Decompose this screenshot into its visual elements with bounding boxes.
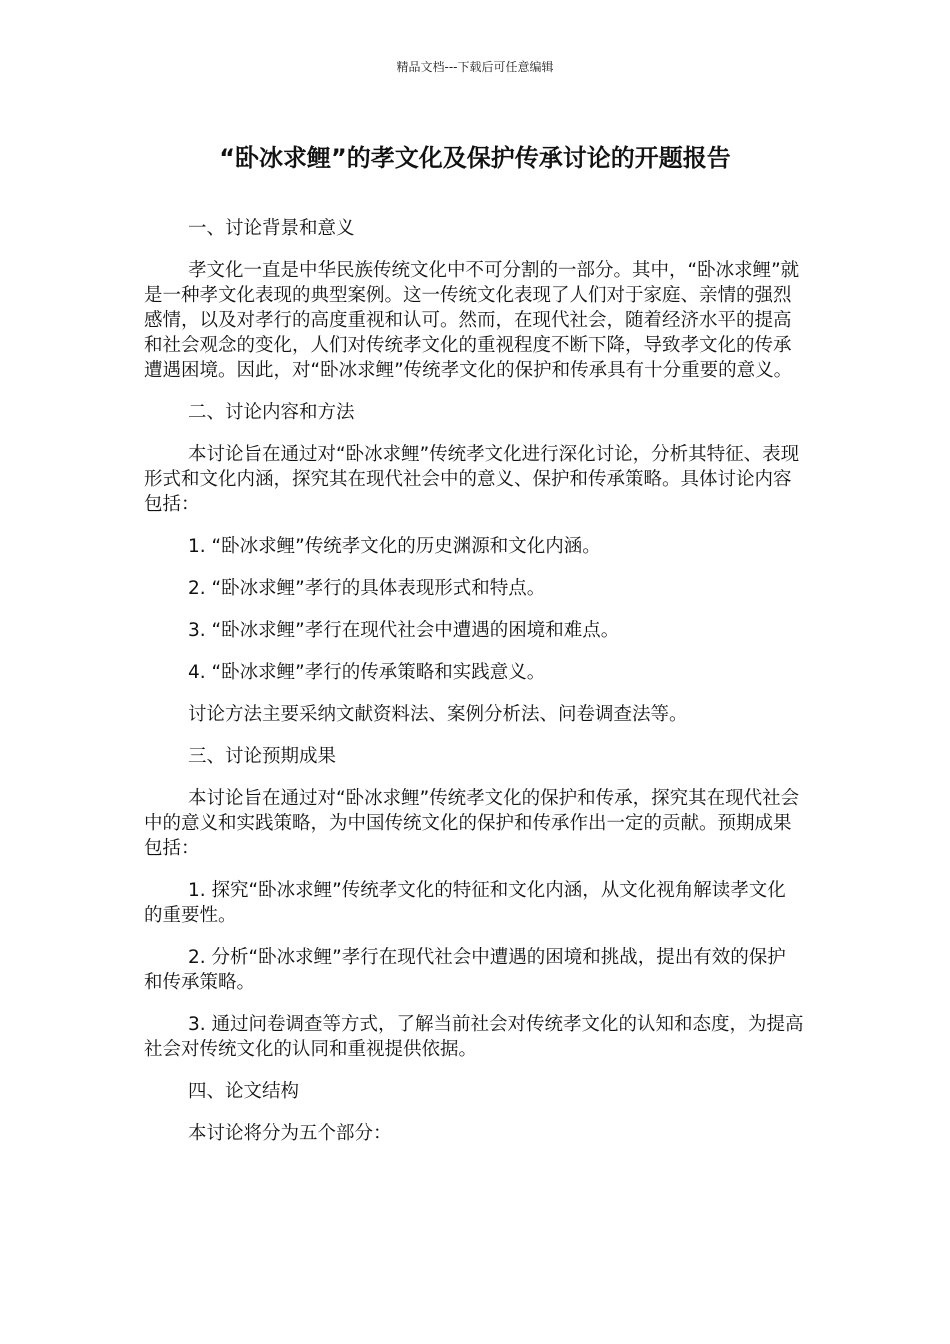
section-heading-content-method: 二、讨论内容和方法 — [188, 402, 355, 423]
paragraph-outcomes-intro: 本讨论旨在通过对“卧冰求鲤”传统孝文化的保护和传承，探究其在现代社会中的意义和实践策略，为中国传统文化的保护和传承作出一定的贡献。预期成果包括： — [144, 788, 800, 859]
list-item-outcome-1: 1. 探究“卧冰求鲤”传统孝文化的特征和文化内涵，从文化视角解读孝文化的重要性。 — [144, 880, 786, 926]
paragraph-content-intro: 本讨论旨在通过对“卧冰求鲤”传统孝文化进行深化讨论，分析其特征、表现形式和文化内涵，探究其在现代社会中的意义、保护和传承策略。具体讨论内容包括： — [144, 444, 800, 515]
section-heading-structure: 四、论文结构 — [188, 1081, 300, 1102]
list-item-outcome-3: 3. 通过问卷调查等方式，了解当前社会对传统孝文化的认知和态度，为提高社会对传统文化的认同和重视提供依据。 — [144, 1014, 804, 1060]
list-item-content-2: 2. “卧冰求鲤”孝行的具体表现形式和特点。 — [188, 578, 546, 599]
list-item-content-1: 1. “卧冰求鲤”传统孝文化的历史渊源和文化内涵。 — [188, 536, 601, 557]
paragraph-methods: 讨论方法主要采纳文献资料法、案例分析法、问卷调查法等。 — [188, 704, 688, 725]
list-item-outcome-2: 2. 分析“卧冰求鲤”孝行在现代社会中遭遇的困境和挑战，提出有效的保护和传承策略。 — [144, 947, 786, 993]
document-title: “卧冰求鲤”的孝文化及保护传承讨论的开题报告 — [219, 144, 731, 172]
document-body — [144, 216, 804, 1163]
section-heading-outcomes: 三、讨论预期成果 — [188, 746, 337, 767]
list-item-content-3: 3. “卧冰求鲤”孝行在现代社会中遭遇的困境和难点。 — [188, 620, 620, 641]
paragraph-structure-intro: 本讨论将分为五个部分： — [188, 1123, 392, 1144]
paragraph-background: 孝文化一直是中华民族传统文化中不可分割的一部分。其中，“卧冰求鲤”就是一种孝文化表现的典型案例。这一传统文化表现了人们对于家庭、亲情的强烈感情，以及对孝行的高度重视和认可。然而，在现代社会，随着经济水平的提高和社会观念的变化，人们对传统孝文化的重视程度不断下降，导致孝文化的传承遭遇困境。因此，对“卧冰求鲤”传统孝文化的保护和传承具有十分重要的意义。 — [144, 260, 800, 381]
header-note: 精品文档---下载后可任意编辑 — [396, 60, 554, 74]
list-item-content-4: 4. “卧冰求鲤”孝行的传承策略和实践意义。 — [188, 662, 546, 683]
section-heading-background: 一、讨论背景和意义 — [188, 218, 355, 239]
